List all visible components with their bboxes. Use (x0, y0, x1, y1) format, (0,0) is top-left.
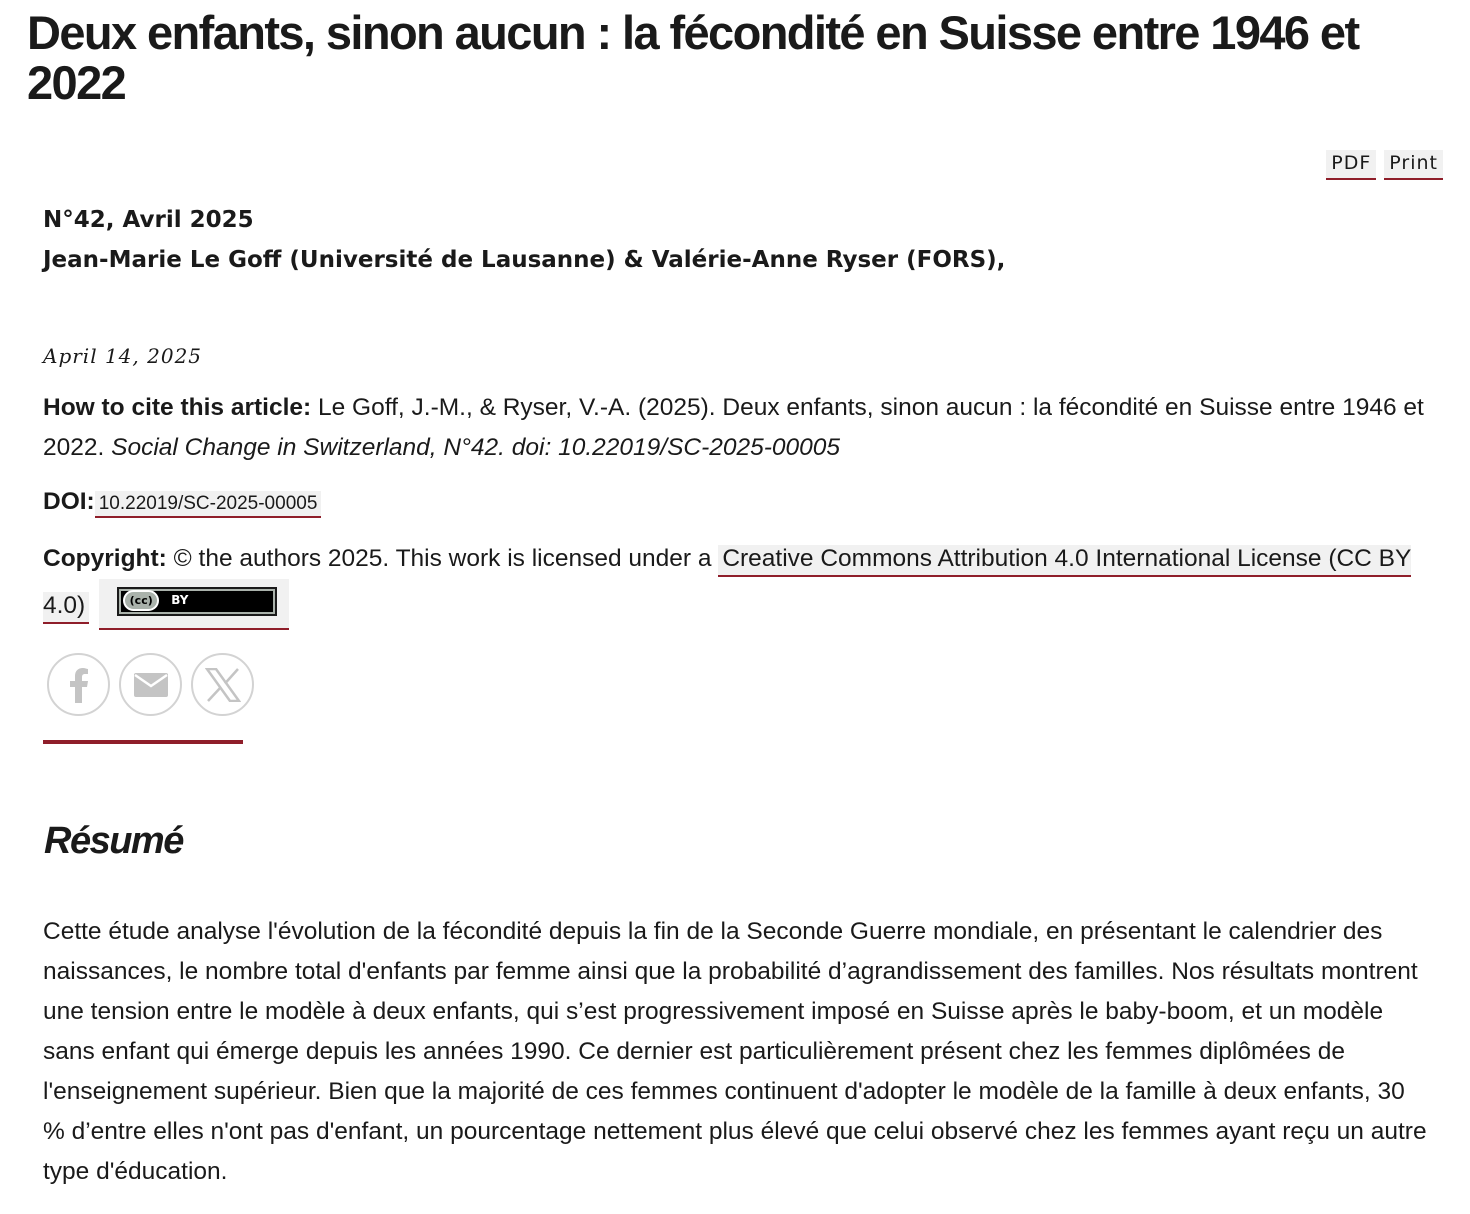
copyright (43, 536, 1433, 632)
share-buttons (47, 653, 254, 716)
pdf-button[interactable]: PDF (1326, 150, 1376, 180)
cc-by-badge-link[interactable] (99, 579, 289, 630)
copyright-text: © the authors 2025. This work is licensed under a (173, 545, 712, 572)
doi-link[interactable]: 10.22019/SC-2025-00005 (95, 491, 322, 518)
citation-label: How to cite this article: (43, 394, 312, 421)
section-divider (43, 740, 243, 744)
share-facebook-button[interactable] (47, 653, 110, 716)
issue-number: N°42, Avril 2025 (43, 207, 254, 233)
doi-label: DOI: (43, 488, 95, 515)
authors: Jean-Marie Le Goff (Université de Lausanne) & Valérie-Anne Ryser (FORS), (43, 247, 1006, 273)
facebook-icon (68, 667, 90, 703)
citation-journal: Social Change in Switzerland, N°42. doi: 10.22019/SC-2025-00005 (111, 434, 841, 461)
license-link[interactable]: Creative Commons Attribution 4.0 International License (CC BY 4.0) (43, 545, 1411, 624)
email-icon (134, 673, 168, 697)
share-x-button[interactable] (191, 653, 254, 716)
cc-badge-by: BY (171, 593, 189, 607)
cc-by-badge-icon (117, 587, 277, 616)
print-button[interactable]: Print (1384, 150, 1443, 180)
resume-heading: Résumé (44, 820, 183, 862)
article-title: Deux enfants, sinon aucun : la fécondité en Suisse entre 1946 et 2022 (27, 6, 1359, 109)
x-icon (205, 668, 241, 702)
article-actions (1326, 150, 1443, 180)
citation-text: Le Goff, J.-M., & Ryser, V.-A. (2025). Deux enfants, sinon aucun : la fécondité en Suisse entre 1946 et 2022. (43, 394, 1424, 461)
copyright-label: Copyright: (43, 545, 167, 572)
citation (43, 388, 1433, 468)
resume-text: Cette étude analyse l'évolution de la fécondité depuis la fin de la Seconde Guerre mondiale, en présentant le calendrier des naissances, le nombre total d'enfants par femme ainsi que la probabilité d’agrandissement des familles. Nos résultats montrent une tension entre le modèle à deux enfants, qui s’est progressivement imposé en Suisse après le baby-boom, et un modèle sans enfant qui émerge depuis les années 1990. Ce dernier est particulièrement présent chez les femmes diplômées de l'enseignement supérieur. Bien que la majorité de ces femmes continuent d'adopter le modèle de la famille à deux enfants, 30 % d’entre elles n'ont pas d'enfant, un pourcentage nettement plus élevé que celui observé chez les femmes ayant reçu un autre type d'éducation. (43, 918, 1427, 1185)
cc-badge-cc: (cc) (123, 590, 159, 611)
publication-date: April 14, 2025 (43, 344, 203, 368)
doi (43, 482, 1433, 524)
share-email-button[interactable] (119, 653, 182, 716)
